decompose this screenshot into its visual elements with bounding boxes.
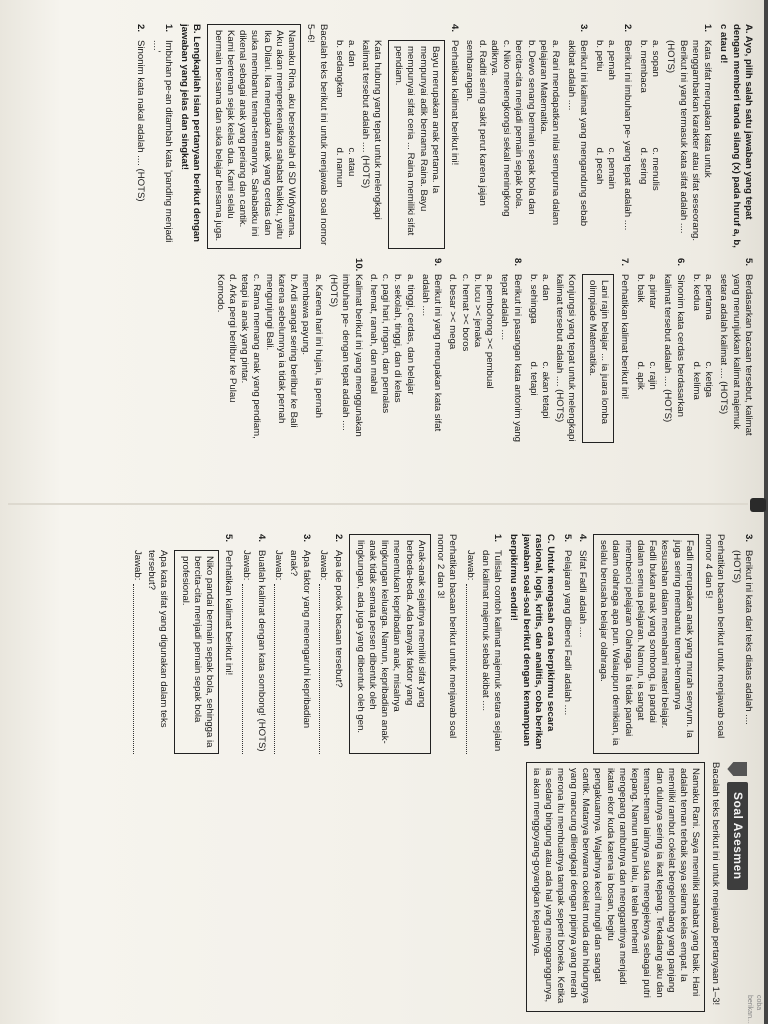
question-10-options — [213, 274, 323, 443]
section-b-item-2 — [134, 24, 146, 249]
option-c[interactable]: c. pemain — [606, 147, 618, 190]
option-b[interactable]: b. sehingga — [528, 274, 540, 324]
question-2-options — [593, 40, 618, 249]
option-d[interactable]: d. apik — [634, 361, 646, 390]
item-number: 1. — [162, 24, 174, 33]
question-5-options — [690, 274, 715, 443]
item-text: Apa faktor yang menengaruhi kepribadian anak? — [288, 550, 312, 729]
question-number: 5. — [561, 534, 573, 543]
pen-mark — [750, 498, 766, 512]
question-6 — [661, 258, 686, 443]
item-text: Sinonim kata nakal adalah .... (HOTS) — [135, 40, 147, 202]
option-a[interactable]: a. pintar — [647, 274, 659, 309]
section-a-header: A. Ayo, pilih salah satu jawaban yang tepat dengan memberi tanda silang (x) pada huruf a, b, c atau d! — [718, 24, 754, 248]
question-number: 3. — [577, 24, 589, 33]
item-number: 3. — [300, 534, 312, 543]
page-fold — [8, 503, 748, 505]
option-a[interactable]: a. Karena hari ini hujan, ia pernah membawa payung. — [300, 274, 324, 419]
answer-label: Jawab: — [273, 550, 285, 581]
answer-label: Jawab: — [464, 550, 476, 581]
question-text: Perhatikan kalimat berikut ini! — [449, 40, 461, 166]
question-number: 9. — [432, 258, 444, 267]
answer-line[interactable] — [272, 550, 284, 754]
option-a[interactable]: a. pembohong >< pembual — [484, 274, 496, 389]
option-c[interactable]: c. menulis — [650, 147, 662, 191]
item-text: Buatlah kalimat dengan kata sombong! (HOTS) — [255, 550, 267, 752]
option-d[interactable]: d. besar >< mega — [447, 274, 459, 350]
reading-intro: Perhatikan bacaan berikut untuk menjawab soal nomor 4 dan 5! — [703, 534, 727, 739]
soal-asesmen-banner — [727, 762, 748, 1012]
option-b[interactable]: b. petiu — [594, 40, 606, 72]
question-3-options — [463, 40, 561, 249]
option-b[interactable]: b. membaca — [637, 40, 649, 93]
option-a[interactable]: a. dan — [346, 40, 358, 67]
quote-box-niko: Niko pandai bermain sepak bola, sehingga ia bercita-cita menjadi pemain sepak bola profesional. — [174, 550, 219, 754]
question-8-options — [446, 274, 495, 443]
question-text: Berikut ini kalimat yang mengandung sebab akibat adalah .... — [565, 40, 589, 227]
answer-line[interactable] — [131, 550, 143, 754]
question-text: Sifat Fadli adalah .... — [576, 550, 588, 638]
column-c — [126, 534, 754, 754]
question-1-options — [637, 40, 662, 249]
question-number: 3. — [743, 534, 754, 543]
question-10 — [327, 258, 364, 443]
option-c[interactable]: c. ketiga — [703, 361, 715, 398]
item-number: 1. — [492, 534, 504, 543]
item-number: 5. — [223, 534, 235, 543]
item-text: Imbuhan pe-an ditambah kata 'panding menjadi ....' — [150, 40, 174, 243]
question-8 — [498, 258, 523, 443]
question-7-prompt: Konjungsi yang tepat untuk melengkapi kalimat tersebut adalah .... (HOTS) — [553, 274, 577, 442]
question-text: Berikut ini imbuhan pe- yang tepat adalah .... — [621, 40, 633, 231]
section-c-item-3 — [287, 534, 312, 754]
question-text: Pelajaran yang dibenci Fadli adalah .... — [561, 550, 573, 716]
option-b[interactable]: b. sedangkan — [334, 40, 346, 98]
question-number: 1. — [702, 24, 714, 33]
question-number: 4. — [449, 24, 461, 33]
option-b[interactable]: b. kedua — [690, 274, 702, 311]
reading-box-fadli: Fadli merupakan anak yang murah senyum. Ia juga sering membantu teman-temannya kesusahan dalam memahami materi belajar. Fadli bukan anak yang sombong, ia pandai dalam semua pelajaran. Namun, ia sangat membenci pelajaran Olahraga. Ia tidak pandai dalam olahraga apa pun. Walaupun demikian, ia selalu berusaha belajar olahraga. — [593, 534, 699, 754]
question-5-fadli — [560, 534, 572, 754]
option-d[interactable]: d. Raditi sering sakit perut karena jajan sembarangan. — [464, 40, 488, 206]
answer-line[interactable] — [239, 550, 251, 754]
question-text: Berikut ini pasangan kata antonim yang tepat adalah .... — [499, 274, 523, 442]
answer-dots — [466, 584, 476, 754]
answer-dots — [133, 584, 143, 754]
option-c[interactable]: c. atau — [346, 147, 358, 177]
answer-line[interactable] — [317, 550, 329, 754]
question-number: 6. — [674, 258, 686, 267]
reading-box-rani: Namaku Rani. Saya memiliki sahabat yang baik. Hani adalah teman terbaik saya selama kelas empat. Ia memiliki rambut cokelat bergelombang yang panjang dan dulunya sering ia ikat kepang. Terkadang aku dan teman-teman lainnya suka mengejeknya sebagai putri kepang. Namun tahun lalu, ia telah berhenti mengepang rambutnya dan menggantinya menjadi ikatan ekor kuda karena ia bosan, begitu pengakuannya. Wajahnya kecil mungil dan sangat cantik. Matanya berwarna cokelat muda dan hidungnya yang mancung dilengkapi dengan pipinya yang merah merona itu membuatnya tampak seperti boneka. Ketika ia sedang bingung atau ada hal yang mengganggunya, ia akan menggoyang-goyangkan kepalanya. — [526, 762, 706, 1012]
option-a[interactable]: a. Rani mendapatkan nilai sempurna dalam pelajaran Matematika. — [538, 40, 562, 226]
option-c[interactable]: c. hemat >< boros — [459, 274, 471, 352]
question-1 — [664, 24, 713, 249]
column-d — [521, 762, 754, 1012]
answer-dots — [242, 584, 252, 754]
question-4-prompt: Kata hubung yang tepat untuk melengkapi kalimat tersebut adalah .... (HOTS) — [359, 40, 383, 220]
answer-label: Jawab: — [240, 550, 252, 581]
option-c[interactable]: c. Rama memang anak yang pendiam, tetapi ia anak yang pintar. — [239, 274, 263, 439]
section-c-item-5-question: Apa kata sifat yang digunakan dalam teks tersebut? — [146, 550, 170, 728]
reading-box-anak: Anak-anak sejatinya memiliki sifat yang berbeda-beda. Ada banyak faktor yang menentukan kepribadian anak, misalnya lingkungan keluarga. Namun, kepribadian anak-anak tidak semata persen dibentuk oleh lingkungan, ada juga yang dibentuk oleh gen. — [349, 534, 431, 754]
section-b-header: B. Lengkapilah isian pertanyaan berikut dengan jawaban yang jelas dan singkat! — [179, 24, 203, 243]
option-d[interactable]: d. tetapi — [528, 361, 540, 396]
item-text: Apa ide pokok bacaan tersebut? — [333, 550, 345, 688]
column-b — [213, 258, 754, 443]
question-2 — [620, 24, 632, 249]
question-number: 7. — [618, 258, 630, 267]
question-text: Berikut ini yang merupakan kata sifat adalah .... — [419, 274, 444, 432]
question-number: 2. — [621, 24, 633, 33]
question-number: 8. — [511, 258, 523, 267]
option-a[interactable]: a. tinggi, cerdas, dan belajar — [404, 274, 416, 395]
reading-intro-2: Perhatikan bacaan berikut untuk menjawab soal nomor 2 dan 3! — [435, 534, 459, 739]
option-d[interactable]: d. namun — [334, 147, 346, 188]
option-c[interactable]: c. Niko menengkongsi sekali meningkong adiknya. — [488, 40, 513, 217]
section-c-item-4 — [255, 534, 267, 754]
question-9 — [419, 258, 444, 443]
question-3 — [564, 24, 589, 249]
question-number: 5. — [743, 258, 754, 267]
option-a[interactable]: a. dan — [540, 274, 552, 301]
answer-dots — [274, 584, 284, 754]
answer-dots — [319, 584, 329, 754]
answer-label: Jawab: — [318, 550, 330, 581]
option-c[interactable]: c. akan tetapi — [540, 361, 552, 419]
item-number: 2. — [333, 534, 345, 543]
question-text: Kalimat berikut ini yang menggunakan imbuhan pe- dengan tepat adalah .... (HOTS) — [328, 274, 364, 437]
option-b[interactable]: b. lucu >< jenaka — [471, 274, 483, 348]
section-c-item-5 — [222, 534, 234, 754]
answer-line[interactable] — [463, 550, 475, 754]
question-4-box: Bayu merupakan anak pertama. Ia mempunyai adik bernama Raina. Bayu mempunyai sifat ceria ... Raina memiliki sifat pendiam. — [388, 40, 445, 249]
option-d[interactable]: d. Arka pergi berlibur ke Pulau Komodo. — [214, 274, 238, 403]
option-b[interactable]: b. baik — [634, 274, 646, 303]
section-c-item-1 — [479, 534, 504, 754]
margin-note: coba berikan... — [746, 995, 762, 1024]
question-7 — [617, 258, 629, 443]
option-d[interactable]: d. hemat, ramah, dan mahal — [367, 274, 379, 394]
option-b[interactable]: b. Ardi sangat sering berlibur ke Bali karena sebelumnya ia tidak pernah mengunjungi Bali. — [263, 274, 300, 428]
option-b[interactable]: b. sekolah, tinggi, dan di kelas — [392, 274, 404, 403]
question-7-options — [527, 274, 552, 443]
option-c[interactable]: c. rajin — [647, 361, 659, 390]
item-text: Perhatikan kalimat berikut ini! — [223, 550, 235, 676]
question-5 — [717, 258, 754, 443]
question-number: 10. — [352, 258, 364, 272]
column-a — [131, 24, 754, 249]
option-d[interactable]: d. kelima — [690, 361, 702, 400]
option-d[interactable]: d. pecah — [594, 147, 606, 185]
banner-title: Soal Asesmen — [727, 782, 748, 890]
question-4-fadli — [576, 534, 588, 754]
paper-shadow-edge — [764, 0, 768, 1024]
question-text: Berdasarkan bacaan tersebut, kalimat yang menunjukkan kalimat majemuk setara adalah kalimat .... (HOTS) — [718, 274, 754, 436]
option-c[interactable]: c. pagi hari, ringan, dan pemalas — [380, 274, 392, 414]
question-number: 4. — [576, 534, 588, 543]
option-a[interactable]: a. sopan — [650, 40, 662, 77]
option-d[interactable]: d. sering — [637, 147, 649, 185]
question-c-top-3 — [729, 534, 754, 754]
option-a[interactable]: a. pertama — [703, 274, 715, 320]
question-text: Perhatikan kalimat berikut ini! — [618, 274, 630, 400]
question-text: Berikut ini kata dari teks diatas adalah ....(HOTS) — [730, 550, 754, 725]
question-6-options — [634, 274, 659, 443]
option-b[interactable]: b. Dewo senang bermain sepak bola dan bercita-cita menjadi pemain sepak bola. — [513, 40, 537, 215]
item-number: 2. — [135, 24, 147, 33]
question-4 — [448, 24, 460, 249]
item-text: Tulislah contoh kalimat majemuk setara sejalan dan kalimat majemuk sebab akibat .... — [479, 550, 504, 752]
question-9-options — [367, 274, 416, 443]
option-a[interactable]: a. pemah — [606, 40, 618, 81]
reading-intro-asesmen: Bacalah teks berikut ini untuk menjawab pertanyaan 1–3! — [709, 762, 721, 1006]
reading-box: Namaku Rina, aku bersekolah di SD Widyatama. Aku akan memperkenalkan sahabat baikku, yaitu Ika Dilani. Ika merupakan anak yang cerdas dan suka membantu teman-temannya. Sahabatku ini dikenal sebagai anak yang periang dan cantik. Kami berteman sejak kelas dua. Kami selalu bermain bersama dan suka belajar bersama juga. — [207, 24, 301, 249]
section-c-item-2 — [332, 534, 344, 754]
pencil-icon — [727, 762, 747, 776]
section-b-item-1 — [149, 24, 174, 249]
reading-intro: Bacalah teks berikut ini untuk menjawab soal nomor 5–6! — [305, 24, 329, 246]
answer-label: Jawab: — [131, 550, 143, 581]
question-4-options — [333, 40, 358, 249]
section-c-header: C. Untuk mengasah cara berpikirmu secara rasional, logis, kritis, dan analitis, coba berikan jawaban soal-soal berikut dengan kemampuan berpikirmu sendiri! — [508, 534, 557, 750]
item-number: 4. — [255, 534, 267, 543]
question-7-box: Lani rajin belajar ... ia juara lomba olimpiade Matematika. — [582, 274, 615, 443]
question-text: Sinonim kata cerdas berdasarkan kalimat tersebut adalah .... (HOTS) — [662, 274, 686, 423]
question-text: Kata sifat merupakan kata untuk menggambarkan karakter atau sifat seseorang. Berikut ini yang termasuk kata sifat adalah .... (HOTS) — [665, 40, 714, 242]
